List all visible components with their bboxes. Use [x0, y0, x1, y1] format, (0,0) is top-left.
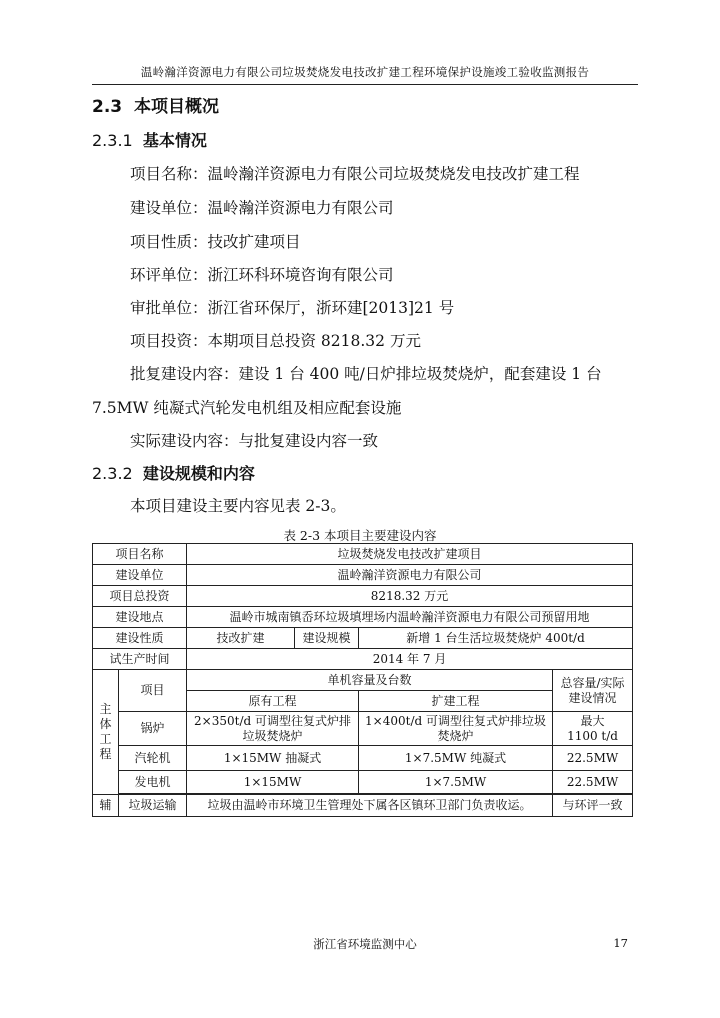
construction-content-table: [92, 543, 633, 817]
footer-org: 浙江省环境监测中心: [313, 937, 417, 951]
col-total-text: 总容量/实际建设情况: [560, 675, 625, 705]
main-group-label: [93, 670, 119, 795]
row-label: 建设性质: [93, 628, 187, 649]
aux-total: 与环评一致: [553, 795, 633, 817]
row-label: 项目总投资: [93, 586, 187, 607]
row-value: 技改扩建: [187, 628, 295, 649]
col-expansion-header: 扩建工程: [359, 691, 553, 712]
equipment-expansion: 1×7.5MW 纯凝式: [359, 746, 553, 771]
col-capacity-header: 单机容量及台数: [187, 670, 553, 691]
equipment-total: 22.5MW: [553, 746, 633, 771]
table-row: [93, 670, 633, 691]
table-row: [93, 544, 633, 565]
col-total-header: [553, 670, 633, 712]
builder-line: 建设单位：温岭瀚洋资源电力有限公司: [130, 199, 394, 217]
equipment-name: 发电机: [119, 771, 187, 794]
table-row: [93, 649, 633, 670]
table-row: [93, 746, 633, 771]
equipment-name: 锅炉: [119, 712, 187, 746]
approved-content-line1: 批复建设内容：建设 1 台 400 吨/日炉排垃圾焚烧炉，配套建设 1 台: [130, 365, 602, 383]
heading-number: 2.3: [92, 97, 123, 117]
project-name-line: 项目名称：温岭瀚洋资源电力有限公司垃圾焚烧发电技改扩建工程: [130, 165, 580, 183]
row-value: 2014 年 7 月: [187, 649, 633, 670]
heading-number: 2.3.1: [92, 131, 133, 150]
equipment-original: 2×350t/d 可调型往复式炉排垃圾焚烧炉: [187, 712, 359, 746]
row-label: 项目名称: [93, 544, 187, 565]
heading-title: 基本情况: [142, 131, 207, 150]
table-intro-line: 本项目建设主要内容见表 2-3。: [130, 497, 346, 515]
table-row: [93, 607, 633, 628]
aux-group-label: 辅: [93, 795, 119, 817]
equipment-total: [553, 712, 633, 746]
equipment-original: 1×15MW 抽凝式: [187, 746, 359, 771]
eia-unit-line: 环评单位：浙江环科环境咨询有限公司: [130, 266, 394, 284]
page-header: 温岭瀚洋资源电力有限公司垃圾焚烧发电技改扩建工程环境保护设施竣工验收监测报告: [92, 64, 638, 85]
main-group-text: 主体工程: [99, 702, 112, 761]
row-value: 垃圾焚烧发电技改扩建项目: [187, 544, 633, 565]
aux-name: 垃圾运输: [119, 795, 187, 817]
table-row: [93, 795, 633, 817]
actual-content-line: 实际建设内容：与批复建设内容一致: [130, 432, 379, 450]
col-original-header: 原有工程: [187, 691, 359, 712]
row-value: 温岭瀚洋资源电力有限公司: [187, 565, 633, 586]
section-heading-2-3-1: [92, 128, 207, 151]
row-value: 温岭市城南镇岙环垃圾填埋场内温岭瀚洋资源电力有限公司预留用地: [187, 607, 633, 628]
equipment-expansion: 1×7.5MW: [359, 771, 553, 794]
approved-content-line2: 7.5MW 纯凝式汽轮发电机组及相应配套设施: [92, 399, 402, 417]
section-heading-2-3-2: [92, 461, 255, 484]
row-label: 建设地点: [93, 607, 187, 628]
equipment-original: 1×15MW: [187, 771, 359, 794]
row-value: 8218.32 万元: [187, 586, 633, 607]
investment-line: 项目投资：本期项目总投资 8218.32 万元: [130, 332, 421, 350]
equipment-expansion: 1×400t/d 可调型往复式炉排垃圾焚烧炉: [359, 712, 553, 746]
equipment-total: 22.5MW: [553, 771, 633, 794]
table-row: [93, 586, 633, 607]
equipment-name: 汽轮机: [119, 746, 187, 771]
row-value: 新增 1 台生活垃圾焚烧炉 400t/d: [359, 628, 633, 649]
approval-line: 审批单位：浙江省环保厅，浙环建[2013]21 号: [130, 299, 455, 317]
row-label: 试生产时间: [93, 649, 187, 670]
nature-line: 项目性质：技改扩建项目: [130, 233, 301, 251]
table-row: [93, 565, 633, 586]
table-row: [93, 628, 633, 649]
row-label: 建设单位: [93, 565, 187, 586]
col-item-header: 项目: [119, 670, 187, 712]
heading-number: 2.3.2: [92, 464, 133, 483]
table-row: [93, 771, 633, 794]
table-row: [93, 712, 633, 746]
equipment-total-text: 最大 1100 t/d: [567, 713, 618, 743]
section-heading-2-3: [92, 92, 219, 117]
row-label: 建设规模: [295, 628, 359, 649]
heading-title: 建设规模和内容: [142, 464, 255, 483]
table-caption: 表 2-3 本项目主要建设内容: [283, 528, 437, 543]
heading-title: 本项目概况: [133, 97, 219, 117]
page-number: 17: [613, 936, 628, 950]
aux-value: 垃圾由温岭市环境卫生管理处下属各区镇环卫部门负责收运。: [187, 795, 553, 817]
